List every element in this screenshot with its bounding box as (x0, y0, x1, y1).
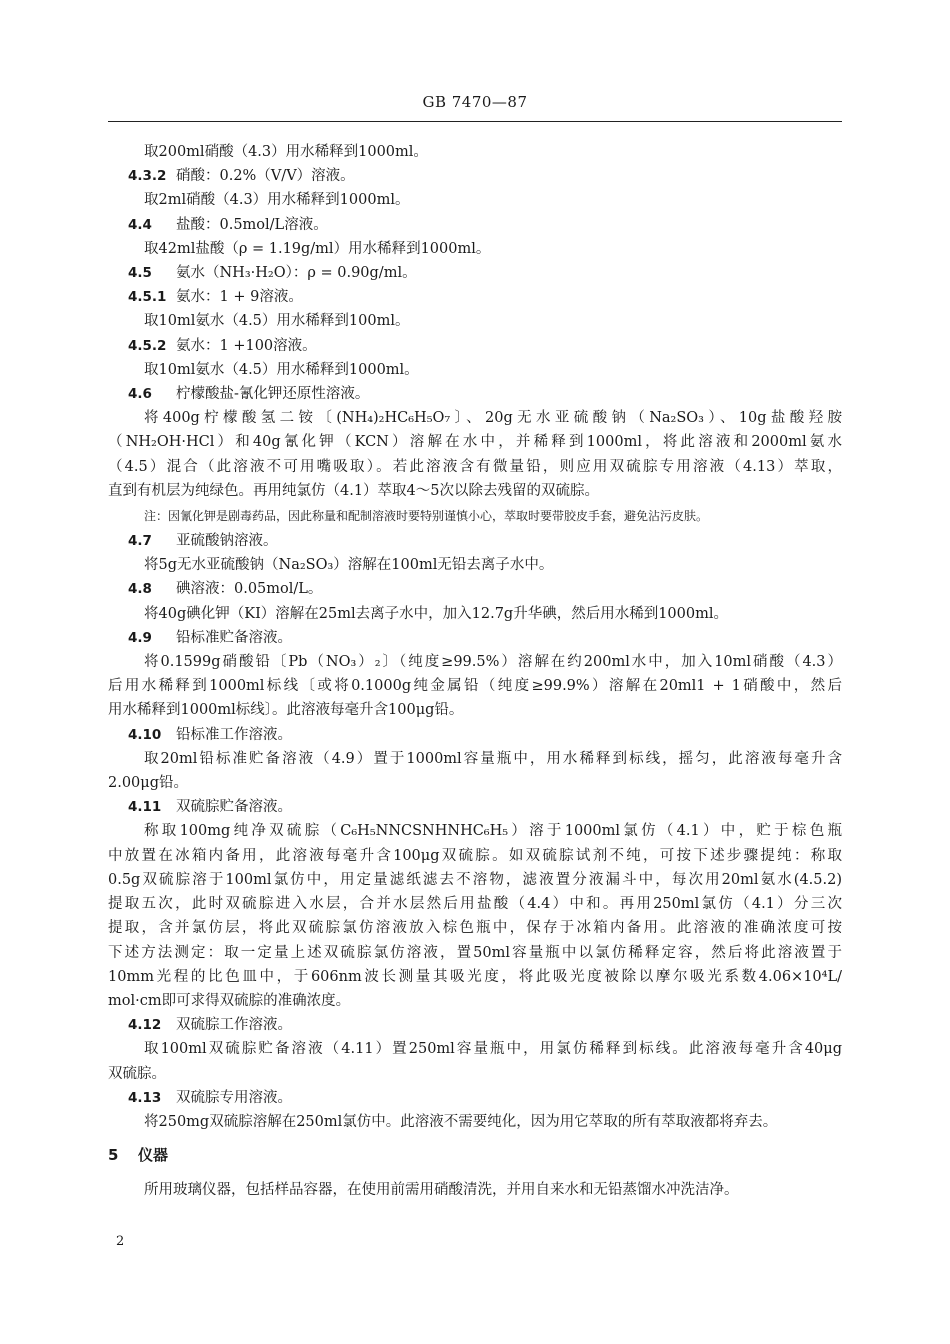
clause-heading (108, 213, 842, 237)
text-line: 中放置在冰箱内备用，此溶液每毫升含100μg双硫腙。如双硫腙试剂不纯，可按下述步骤提纯：称取 (108, 847, 842, 864)
clause-heading (108, 285, 842, 309)
clause-number: 4.4 (128, 216, 152, 233)
clause-heading (108, 164, 842, 188)
clause-number: 4.3.2 (128, 168, 167, 185)
section-title: 仪器 (138, 1146, 169, 1165)
text-line: 2.00μg铅。 (108, 775, 188, 792)
text-line: 下述方法测定：取一定量上述双硫腙氯仿溶液，置50ml容量瓶中以氯仿稀释定容，然后将此溶液置于 (108, 944, 842, 961)
clause-heading (108, 626, 842, 650)
note: 注：因氰化钾是剧毒药品，因此称量和配制溶液时要特别谨慎小心，萃取时要带胶皮手套，避免沾污皮肤。 (144, 509, 709, 524)
clause-number: 4.9 (128, 629, 152, 646)
text-line: 取2ml硝酸（4.3）用水稀释到1000ml。 (144, 192, 410, 209)
clause-number: 4.5.2 (128, 337, 167, 354)
text-line: 取10ml氨水（4.5）用水稀释到1000ml。 (144, 361, 419, 378)
clause-title: 亚硫酸钠溶液。 (176, 533, 278, 550)
document-body (108, 140, 842, 1202)
text-line: 提取，含并氯仿层，将此双硫腙氯仿溶液放入棕色瓶中，保存于冰箱内备用。此溶液的准确浓度可按 (108, 920, 842, 937)
clause-heading (108, 723, 842, 747)
text-line: 取20ml铅标准贮备溶液（4.9）置于1000ml容量瓶中，用水稀释到标线，摇匀，此溶液每毫升含 (144, 750, 842, 767)
text-line: 用水稀释到1000ml标线〕。此溶液每毫升含100μg铅。 (108, 702, 464, 719)
clause-title: 盐酸：0.5mol/L溶液。 (176, 216, 328, 233)
text-line: 将0.1599g硝酸铅〔Pb（NO₃）₂〕（纯度≥99.5%）溶解在约200ml水中，加入10ml硝酸（4.3） (144, 654, 842, 671)
clause-title: 双硫腙专用溶液。 (176, 1089, 292, 1106)
text-line: 后用水稀释到1000ml标线〔或将0.1000g纯金属铅（纯度≥99.9%）溶解在20ml1 + 1硝酸中，然后 (108, 678, 842, 695)
clause-title: 铅标准工作溶液。 (176, 726, 292, 743)
clause-title: 氨水（NH₃·H₂O）：ρ = 0.90g/ml。 (176, 265, 417, 282)
text-line: 称取100mg纯净双硫腙（C₆H₅NNCSNHNHC₆H₅）溶于1000ml氯仿（4.1）中，贮于棕色瓶 (144, 823, 842, 840)
text-line: （NH₂OH·HCl）和40g氰化钾（KCN）溶解在水中，并稀释到1000ml，将此溶液和2000ml氨水 (108, 434, 842, 451)
clause-heading (108, 1086, 842, 1110)
clause-number: 4.12 (128, 1017, 162, 1034)
clause-title: 双硫腙贮备溶液。 (176, 799, 292, 816)
text-line: 将250mg双硫腙溶解在250ml氯仿中。此溶液不需要纯化，因为用它萃取的所有萃取液都将弃去。 (144, 1113, 778, 1130)
text-line: 取200ml硝酸（4.3）用水稀释到1000ml。 (144, 144, 428, 160)
page-number: 2 (116, 1234, 125, 1249)
clause-title: 双硫腙工作溶液。 (176, 1017, 292, 1034)
text-line: 将400g柠檬酸氢二铵〔(NH₄)₂HC₆H₅O₇〕、20g无水亚硫酸钠（Na₂SO₃）、10g盐酸羟胺 (144, 410, 842, 427)
clause-heading (108, 334, 842, 358)
clause-number: 4.13 (128, 1089, 162, 1106)
clause-heading (108, 1013, 842, 1037)
page-header: GB 7470—87 (422, 93, 528, 111)
text-line: mol·cm即可求得双硫腙的准确浓度。 (108, 992, 351, 1009)
clause-number: 4.6 (128, 386, 152, 403)
text-line: 取42ml盐酸（ρ = 1.19g/ml）用水稀释到1000ml。 (144, 240, 491, 257)
text-line: 将40g碘化钾（KI）溶解在25ml去离子水中，加入12.7g升华碘，然后用水稀到1000ml。 (144, 605, 728, 622)
text-line: 0.5g双硫腙溶于100ml氯仿中，用定量滤纸滤去不溶物，滤液置分液漏斗中，每次用20ml氨水(4.5.2) (108, 871, 842, 888)
clause-title: 柠檬酸盐-氰化钾还原性溶液。 (176, 386, 370, 403)
text-line: 取100ml双硫腙贮备溶液（4.11）置250ml容量瓶中，用氯仿稀释到标线。此溶液每毫升含40μg (144, 1041, 842, 1058)
clause-title: 氨水：1 +100溶液。 (176, 337, 317, 354)
section-heading (108, 1138, 842, 1172)
text-line: 取10ml氨水（4.5）用水稀释到100ml。 (144, 313, 410, 330)
clause-number: 4.7 (128, 533, 152, 550)
text-line: 双硫腙。 (108, 1065, 166, 1082)
clause-heading (108, 529, 842, 553)
header-rule (108, 121, 842, 122)
clause-number: 4.10 (128, 726, 162, 743)
text-line: （4.5）混合（此溶液不可用嘴吸取）。若此溶液含有微量铅，则应用双硫腙专用溶液（4.13）萃取， (108, 458, 842, 475)
text-line: 提取五次，此时双硫腙进入水层，合并水层然后用盐酸（4.4）中和。再用250ml氯仿（4.1）分三次 (108, 896, 842, 913)
text-line: 将5g无水亚硫酸钠（Na₂SO₃）溶解在100ml无铅去离子水中。 (144, 557, 554, 574)
clause-title: 硝酸：0.2%（V/V）溶液。 (176, 168, 355, 185)
clause-title: 铅标准贮备溶液。 (176, 629, 292, 646)
clause-title: 碘溶液：0.05mol/L。 (176, 581, 323, 598)
clause-number: 4.5.1 (128, 289, 167, 306)
text-line: 10mm光程的比色皿中，于606nm波长测量其吸光度，将此吸光度被除以摩尔吸光系数4.06×10⁴L/ (108, 968, 842, 985)
section-number: 5 (108, 1146, 119, 1165)
clause-number: 4.5 (128, 265, 152, 282)
clause-heading (108, 577, 842, 601)
clause-number: 4.11 (128, 799, 162, 816)
clause-title: 氨水：1 + 9溶液。 (176, 289, 303, 306)
text-line: 直到有机层为纯绿色。再用纯氯仿（4.1）萃取4～5次以除去残留的双硫腙。 (108, 482, 600, 499)
clause-heading (108, 261, 842, 285)
text-line: 所用玻璃仪器，包括样品容器，在使用前需用硝酸清洗，并用自来水和无铅蒸馏水冲洗洁净。 (144, 1182, 739, 1199)
clause-number: 4.8 (128, 581, 152, 598)
clause-heading (108, 795, 842, 819)
clause-heading (108, 382, 842, 406)
